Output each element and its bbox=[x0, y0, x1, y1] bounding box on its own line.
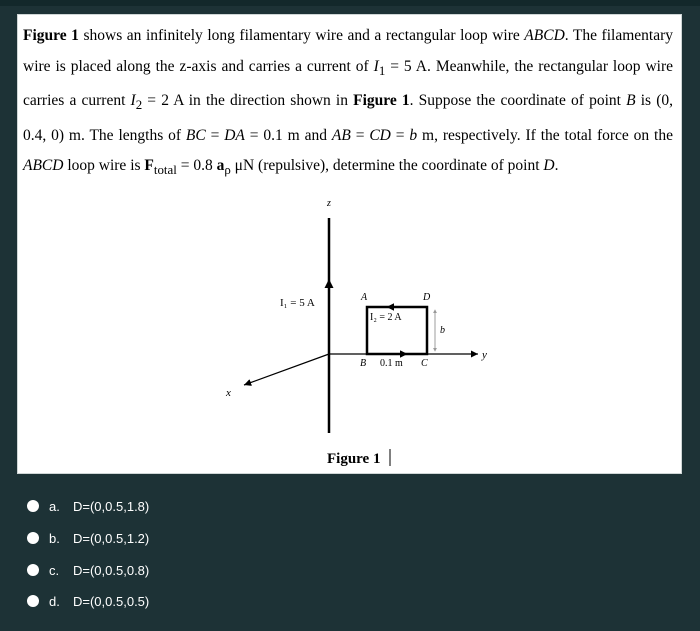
figure-ref: Figure 1 bbox=[23, 27, 79, 44]
x-axis bbox=[244, 354, 329, 385]
radio-icon[interactable] bbox=[27, 564, 39, 576]
z-axis-label: z bbox=[327, 198, 331, 209]
top-bar bbox=[0, 0, 700, 6]
x-axis-label: x bbox=[226, 387, 231, 399]
option-a[interactable]: a. D=(0,0.5,1.8) bbox=[27, 495, 149, 517]
bc-length-label: 0.1 m bbox=[380, 358, 403, 369]
figure-ref: Figure 1 bbox=[353, 92, 410, 110]
figure-1-diagram bbox=[18, 15, 681, 473]
question-text: Figure 1 shows an infinitely long filamentary wire and a rectangular loop wire ABCD. The filamentary wire is placed along the z-axis and carries a current of $I_1 = 5$ A. Meanwhile, the rectangular loop wire carries a current $I_2 = 2$ A in the direction shown in Figure 1. Suppose the coordinate of point B is (0, 0.4, 0) m. The lengths of BC = DA = 0.1 m and AB = CD = b m, respectively. If the total force on the ABCD loop wire is $F_{total} = 0.8$ $a_\rho$ μN (repulsive), determine the coordinate of point D. bbox=[23, 27, 674, 178]
question-card bbox=[17, 14, 682, 474]
b-dimension-label: b bbox=[440, 325, 445, 336]
option-d[interactable]: d. D=(0,0.5,0.5) bbox=[27, 590, 149, 612]
figure-caption: Figure 1 bbox=[327, 451, 381, 467]
option-c[interactable]: c. D=(0,0.5,0.8) bbox=[27, 559, 149, 581]
radio-icon[interactable] bbox=[27, 532, 39, 544]
radio-icon[interactable] bbox=[27, 595, 39, 607]
option-b[interactable]: b. D=(0,0.5,1.2) bbox=[27, 527, 149, 549]
point-d-label: D bbox=[423, 292, 431, 303]
y-axis-label: y bbox=[482, 349, 487, 361]
point-c-label: C bbox=[421, 358, 428, 369]
point-b-label: B bbox=[360, 358, 367, 369]
radio-icon[interactable] bbox=[27, 500, 39, 512]
i1-label: I₁ = 5 A bbox=[280, 297, 315, 309]
i2-label: I₂ = 2 A bbox=[370, 312, 402, 323]
point-a-label: A bbox=[361, 292, 368, 303]
